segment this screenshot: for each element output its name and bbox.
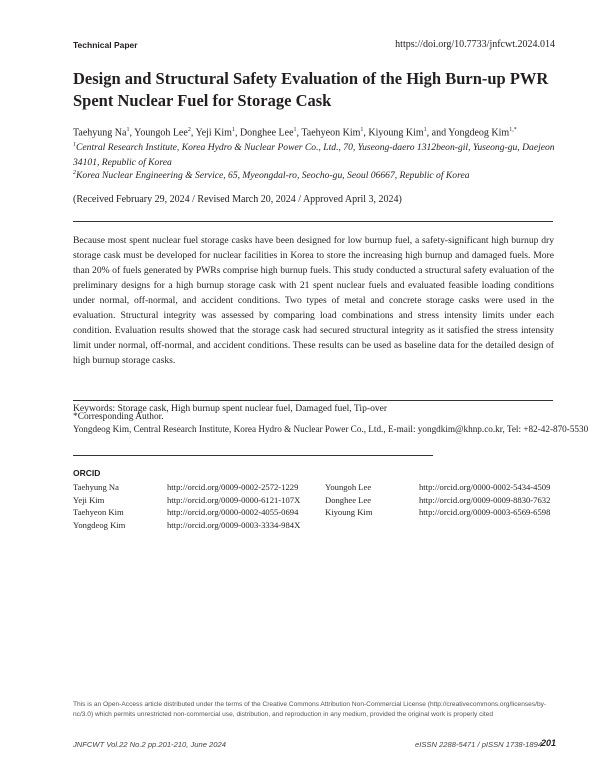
orcid-link[interactable]: http://orcid.org/0009-0003-6569-6598: [419, 507, 551, 517]
affiliation-number: 2: [73, 170, 76, 176]
page-number: 201: [541, 738, 557, 748]
author-name: Donghee Lee: [239, 127, 294, 139]
abstract: Because most spent nuclear fuel storage casks have been designed for low burnup fuel, a safety-significant high burnup dry storage cask must be developed for nuclear facilities in Korea to store the increasing high burnup and damaged fuels. More than 20% of fuels generated by PWRs comprise high burnup fuels. This study conducted a structural safety evaluation of the preliminary designs for a high burnup storage cask with 21 spent nuclear fuels and evaluated feasible loading conditions under normal, off-normal, and accident conditions. Two types of metal and concrete storage casks were used in the evaluation. Structural integrity was assessed by comparing load combinations and stress intensity limits under each condition. Evaluation results showed that the storage cask had secured structural integrity as it satisfied the stress intensity limit under normal, off-normal, and accident conditions. These results can be used as baseline data for the detailed design of high burnup storage casks.: [73, 235, 554, 366]
orcid-author: Taehyeon Kim: [73, 507, 124, 517]
author-affiliation-mark: 1: [360, 127, 364, 133]
affiliation-text: Korea Nuclear Engineering & Service, 65, Myeongdal-ro, Seocho-gu, Seoul 06667, Republic of Korea: [76, 170, 470, 182]
orcid-author: Donghee Lee: [325, 494, 372, 505]
orcid-link[interactable]: http://orcid.org/0009-0009-8830-7632: [419, 494, 551, 505]
orcid-author: Youngoh Lee: [325, 482, 372, 492]
author-name: Taehyeon Kim: [301, 127, 361, 139]
orcid-table: [73, 481, 553, 531]
keywords: Keywords: Storage cask, High burnup spent nuclear fuel, Damaged fuel, Tip-over: [73, 403, 388, 414]
orcid-author: Yeji Kim: [73, 494, 105, 505]
author-affiliation-mark: 1: [231, 127, 235, 133]
divider: [73, 455, 433, 456]
orcid-author: Taehyung Na: [73, 482, 119, 492]
author-affiliation-mark: 1: [126, 127, 130, 133]
orcid-row: [73, 481, 553, 494]
corresponding-info: Yongdeog Kim, Central Research Institute, Korea Hydro & Nuclear Power Co., Ltd., E-mail: yongdkim@khnp.co.kr, Tel: +82-42-870-5530: [73, 424, 589, 434]
divider: [73, 221, 553, 222]
doi-link[interactable]: https://doi.org/10.7733/jnfcwt.2024.014: [395, 39, 555, 50]
orcid-link[interactable]: http://orcid.org/0000-0002-4055-0694: [167, 507, 299, 517]
orcid-row: [73, 519, 553, 532]
author-name: Kiyoung Kim: [368, 127, 424, 139]
orcid-heading: ORCID: [73, 468, 101, 478]
journal-citation: JNFCWT Vol.22 No.2 pp.201-210, June 2024: [73, 740, 226, 749]
section-label: Technical Paper: [73, 40, 138, 50]
author-affiliation-mark: 2: [187, 127, 191, 133]
author-name: Yongdeog Kim: [448, 127, 510, 139]
author-name: Yeji Kim: [195, 127, 232, 139]
orcid-link[interactable]: http://orcid.org/0009-0000-6121-107X: [167, 494, 301, 505]
author-list: Taehyung Na$^1$, Youngoh Lee$^2$, Yeji Kim$^1$, Donghee Lee$^1$, Taehyeon Kim$^1$, Kiyoung Kim$^1$, and Yongdeog Kim$^{1,*}$: [73, 127, 517, 139]
issn: eISSN 2288-5471 / pISSN 1738-1894: [415, 740, 543, 749]
divider: [73, 400, 553, 401]
paper-title: Design and Structural Safety Evaluation of the High Burn-up PWR Spent Nuclear Fuel for Storage Cask: [73, 69, 549, 110]
affiliation-text: Central Research Institute, Korea Hydro & Nuclear Power Co., Ltd., 70, Yuseong-daero 1312beon-gil, Yuseong-gu, Daejeon 34101, Republic of Korea: [73, 142, 555, 169]
orcid-link[interactable]: http://orcid.org/0009-0002-2572-1229: [167, 482, 299, 492]
author-name: Youngoh Lee: [134, 127, 188, 139]
orcid-author: Yongdeog Kim: [73, 519, 126, 530]
author-name: Taehyung Na: [73, 127, 127, 139]
license-notice: This is an Open-Access article distributed under the terms of the Creative Commons Attribution Non-Commercial License (http://creativecommons.org/licenses/by-nc/3.0) which permits unrestricted non-commercial use, distribution, and reproduction in any medium, provided the original work is properly cited: [73, 701, 547, 718]
orcid-row: [73, 506, 553, 519]
author-affiliation-mark: 1,*: [509, 127, 517, 133]
orcid-link[interactable]: http://orcid.org/0009-0003-3334-984X: [167, 519, 301, 530]
corresponding-label: *Corresponding Author.: [73, 412, 164, 422]
author-affiliation-mark: 1: [423, 127, 427, 133]
orcid-row: [73, 494, 553, 507]
orcid-link[interactable]: http://orcid.org/0000-0002-5434-4509: [419, 482, 551, 492]
orcid-author: Kiyoung Kim: [325, 507, 373, 517]
affiliation-number: 1: [73, 142, 76, 148]
author-affiliation-mark: 1: [293, 127, 297, 133]
received-dates: (Received February 29, 2024 / Revised March 20, 2024 / Approved April 3, 2024): [73, 194, 402, 205]
affiliation-2: [73, 166, 563, 183]
